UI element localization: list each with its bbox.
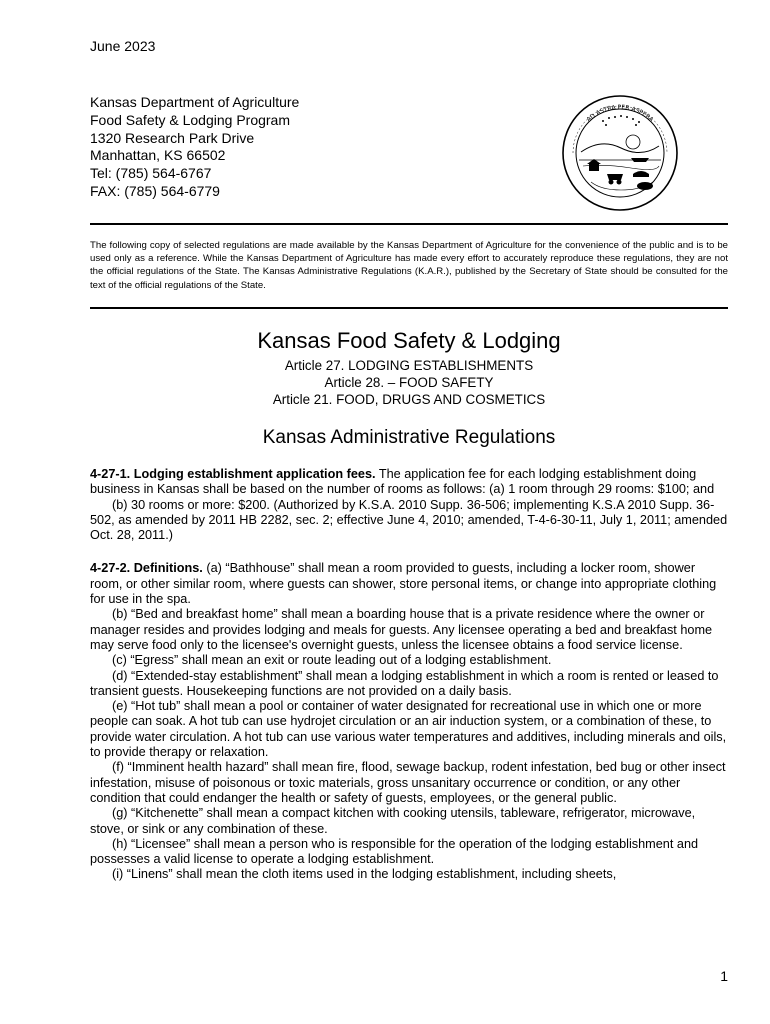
kansas-state-seal-icon	[561, 94, 679, 212]
regulations-heading: Kansas Administrative Regulations	[262, 427, 556, 448]
article-line: Article 28. – FOOD SAFETY	[324, 375, 494, 391]
section-text: (a) “Bathhouse” shall mean a room provided to guests, including a locker room, shower room, or other similar room, where guests can shower, store personal items, or change into appropriate clothing for use in the spa.	[90, 561, 717, 607]
svg-text:AD ASTRA PER ASPERA: AD ASTRA PER ASPERA	[585, 103, 655, 124]
document-date: June 2023	[90, 38, 156, 54]
article-line: Article 27. LODGING ESTABLISHMENTS	[284, 358, 534, 373]
section-paragraph: (f) “Imminent health hazard” shall mean fire, flood, sewage backup, rodent infestation, bed bug or other insect infestation, misuse of poisonous or toxic materials, gross unsanitary occurrence or condition, or any other condition that could endanger the health or safety of guests, employees, or the general public.	[90, 760, 726, 805]
address-line: Kansas Department of Agriculture	[90, 94, 300, 110]
regulations-body	[90, 467, 728, 883]
article-line: Article 21. FOOD, DRUGS AND COSMETICS	[272, 392, 546, 408]
disclaimer-divider	[90, 307, 728, 309]
section-paragraph: (g) “Kitchenette” shall mean a compact kitchen with cooking utensils, tableware, refrigerator, microwave, stove, or sink or any combination of these.	[90, 806, 696, 836]
agency-address	[90, 94, 299, 201]
section-paragraph: (i) “Linens” shall mean the cloth items used in the lodging establishment, including sheets,	[112, 867, 617, 882]
section-paragraph: (d) “Extended-stay establishment” shall mean a lodging establishment in which a room is rented or leased to transient guests. Housekeeping functions are not provided on a daily basis.	[90, 668, 719, 698]
address-line: FAX: (785) 564-6779	[90, 182, 220, 199]
header-divider	[90, 223, 728, 225]
section-paragraph: (b) 30 rooms or more: $200. (Authorized by K.S.A. 2010 Supp. 36-506; implementing K.S.A 2010 Supp. 36-502, as amended by 2011 HB 2282, sec. 2; effective June 4, 2010; amended, T-4-6-30-11, July 1, 2011; amended Oct. 28, 2011.)	[90, 497, 728, 543]
page-number: 1	[720, 968, 728, 984]
section-4-27-2	[90, 561, 728, 607]
document-title: Kansas Food Safety & Lodging	[257, 328, 561, 353]
section-paragraph: (c) “Egress” shall mean an exit or route leading out of a lodging establishment.	[112, 653, 552, 668]
section-heading: 4-27-2. Definitions.	[90, 561, 203, 576]
address-line: Manhattan, KS 66502	[90, 147, 226, 164]
address-line: Tel: (785) 564-6767	[90, 165, 212, 182]
section-text: The application fee for each lodging establishment doing business in Kansas shall be based on the number of rooms as follows: (a) 1 room through 29 rooms: $100; and	[90, 467, 715, 497]
disclaimer-paragraph: The following copy of selected regulations are made available by the Kansas Department of Agriculture for the convenience of the public and is to be used only as a reference. While the Kansas Department of Agriculture has made every effort to accurately reproduce these regulations, they are not the official regulations of the State. The Kansas Administrative Regulations (K.A.R.), published by the Secretary of State should be consulted for the text of the official regulations of the State.	[90, 240, 728, 291]
section-paragraph: (e) “Hot tub” shall mean a pool or container of water designated for recreational use in which one or more people can soak. A hot tub can use hydrojet circulation or an air induction system, or a combination of these, to provide water circulation. A hot tub can use various water temperatures and additives, including minerals and oils, to provide therapy or relaxation.	[90, 699, 727, 760]
article-list	[90, 357, 728, 409]
section-paragraph: (h) “Licensee” shall mean a person who is responsible for the operation of the lodging establishment and possesses a valid license to operate a lodging establishment.	[90, 836, 699, 867]
section-heading: 4-27-1. Lodging establishment application fees.	[90, 467, 376, 481]
section-4-27-1	[90, 467, 728, 498]
section-paragraph: (b) “Bed and breakfast home” shall mean a boarding house that is a private residence where the owner or manager resides and provides lodging and meals for guests. Any licensee operating a bed and breakfast home may serve food only to the licensee's overnight guests, unless the licensee obtains a food service license.	[90, 607, 713, 652]
address-line: Food Safety & Lodging Program	[90, 111, 291, 128]
address-line: 1320 Research Park Drive	[90, 129, 255, 146]
